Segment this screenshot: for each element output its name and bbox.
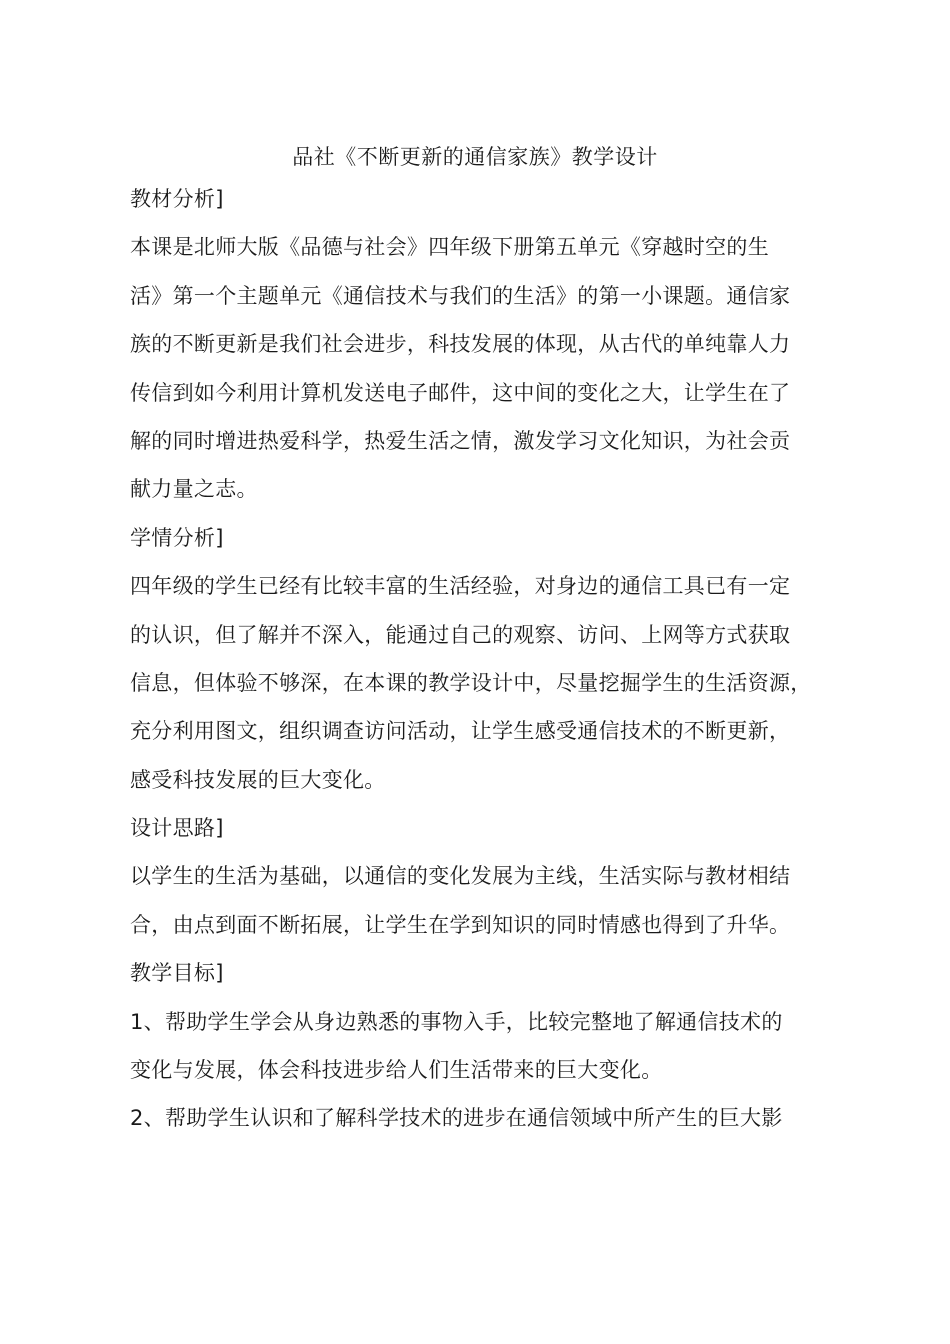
paragraph-line: 信息，但体验不够深，在本课的教学设计中，尽量挖掘学生的生活资源， bbox=[130, 670, 812, 695]
section-textbook-analysis bbox=[130, 182, 830, 521]
section-heading: 教学目标] bbox=[130, 961, 224, 986]
paragraph-line: 活》第一个主题单元《通信技术与我们的生活》的第一小课题。通信家 bbox=[130, 283, 791, 308]
section-heading: 学情分析] bbox=[130, 525, 224, 550]
paragraph-line: 解的同时增进热爱科学，热爱生活之情，激发学习文化知识，为社会贡 bbox=[130, 428, 791, 453]
paragraph-line: 2、帮助学生认识和了解科学技术的进步在通信领域中所产生的巨大影 bbox=[130, 1106, 783, 1131]
paragraph-line: 四年级的学生已经有比较丰富的生活经验，对身边的通信工具已有一定 bbox=[130, 574, 791, 599]
document-body bbox=[130, 182, 830, 1150]
paragraph-line: 传信到如今利用计算机发送电子邮件，这中间的变化之大，让学生在了 bbox=[130, 380, 791, 405]
paragraph-line: 充分利用图文，组织调查访问活动，让学生感受通信技术的不断更新， bbox=[130, 719, 791, 744]
paragraph-line: 1、帮助学生学会从身边熟悉的事物入手，比较完整地了解通信技术的 bbox=[130, 1009, 783, 1034]
paragraph-line: 以学生的生活为基础，以通信的变化发展为主线，生活实际与教材相结 bbox=[130, 864, 791, 889]
paragraph-line: 感受科技发展的巨大变化。 bbox=[130, 767, 386, 792]
section-teaching-goals bbox=[130, 956, 830, 1150]
paragraph-line: 献力量之志。 bbox=[130, 477, 258, 502]
paragraph-line: 本课是北师大版《品德与社会》四年级下册第五单元《穿越时空的生 bbox=[130, 235, 769, 260]
document-title: 品社《不断更新的通信家族》教学设计 bbox=[292, 145, 658, 169]
section-heading: 设计思路] bbox=[130, 816, 224, 841]
paragraph-line: 变化与发展，体会科技进步给人们生活带来的巨大变化。 bbox=[130, 1058, 663, 1083]
paragraph-line: 合，由点到面不断拓展，让学生在学到知识的同时情感也得到了升华。 bbox=[130, 912, 791, 937]
section-design-idea bbox=[130, 811, 830, 956]
section-heading: 教材分析] bbox=[130, 187, 224, 211]
paragraph-line: 的认识，但了解并不深入，能通过自己的观察、访问、上网等方式获取 bbox=[130, 622, 791, 647]
paragraph-line: 族的不断更新是我们社会进步，科技发展的体现，从古代的单纯靠人力 bbox=[130, 332, 791, 357]
section-student-analysis bbox=[130, 521, 830, 811]
